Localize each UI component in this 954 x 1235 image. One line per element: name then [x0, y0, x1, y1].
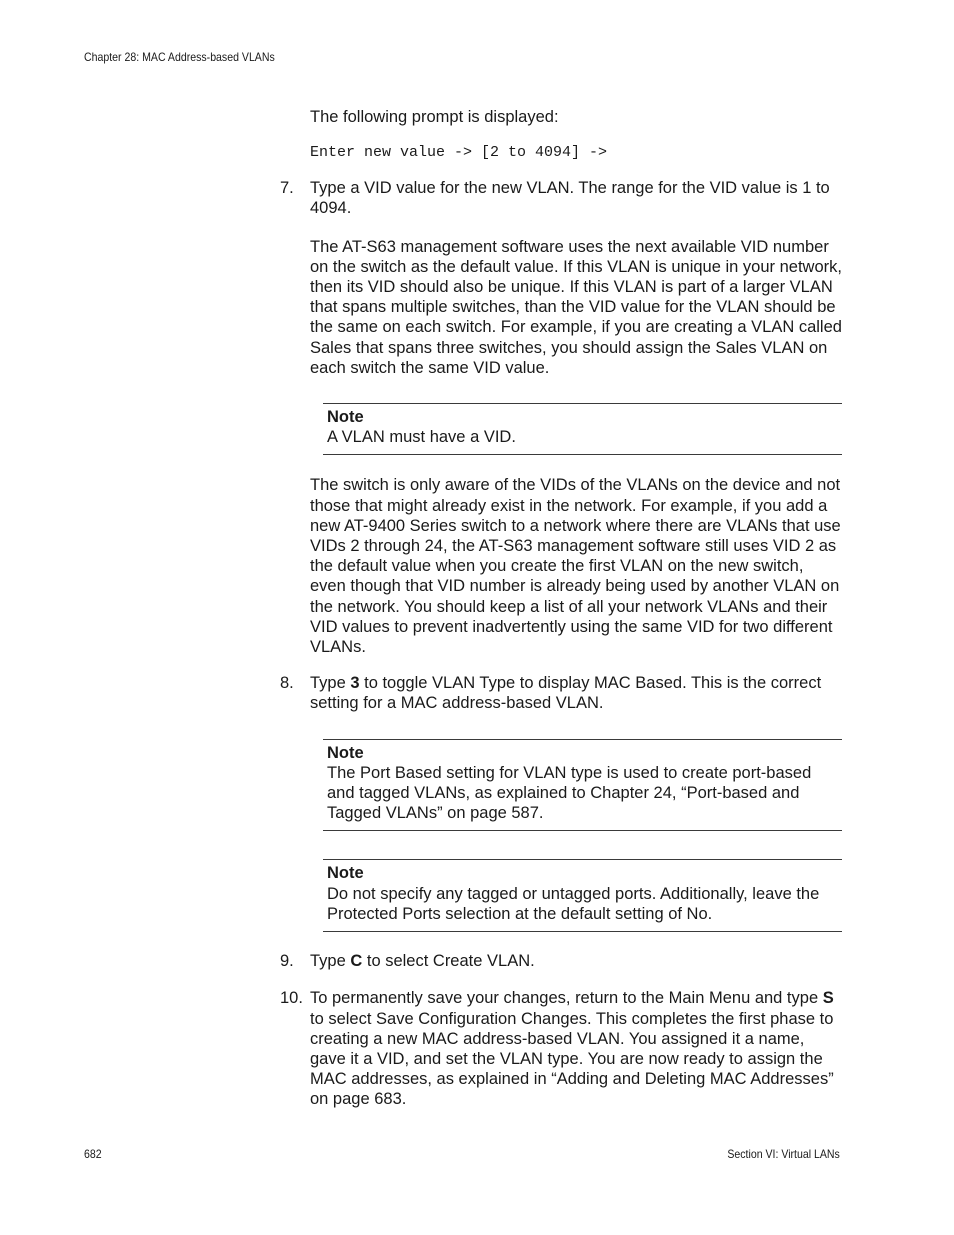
- note-text: A VLAN must have a VID.: [327, 428, 516, 447]
- step-text: To permanently save your changes, return to the Main Menu and type S to select Save Configuration Changes. This completes the first phase to creating a new MAC address-based VLAN. You assigned it a name, gave it a VID, and set the VLAN type. You are now ready to assign the MAC addresses, as explained in “Adding and Deleting MAC Addresses” on page 683.: [310, 989, 834, 1109]
- key-label: S: [822, 989, 834, 1008]
- note-title: Note: [327, 743, 364, 762]
- note-box: [323, 403, 842, 455]
- note-title: Note: [327, 864, 364, 883]
- step-text: Type 3 to toggle VLAN Type to display MAC Based. This is the correct setting for a MAC address-based VLAN.: [310, 674, 822, 713]
- note-box: [323, 739, 842, 832]
- note-title: Note: [327, 408, 364, 427]
- step-number: 7.: [280, 179, 294, 198]
- step-number: 9.: [280, 952, 294, 971]
- vid-awareness-paragraph: The switch is only aware of the VIDs of the VLANs on the device and not those that might already exist in the network. For example, if you add a new AT-9400 Series switch to a network where there are VLANs that use VIDs 2 through 24, the AT-S63 management software still uses VID 2 as the default value when you create the first VLAN on the new switch, even though that VID number is already being used by another VLAN on the network. You should keep a list of all your network VLANs and their VID values to prevent inadvertently using the same VID for two different VLANs.: [310, 476, 841, 657]
- step-text: Type a VID value for the new VLAN. The range for the VID value is 1 to 4094.: [310, 179, 830, 218]
- running-footer: Section VI: Virtual LANs: [727, 1147, 840, 1161]
- note-box: [323, 859, 842, 932]
- step-9: [280, 951, 842, 971]
- key-label: 3: [350, 674, 360, 693]
- prompt-code: Enter new value -> [2 to 4094] ->: [310, 144, 608, 162]
- key-label: C: [350, 952, 363, 971]
- prompt-intro: The following prompt is displayed:: [310, 108, 559, 126]
- step-7: [280, 178, 842, 218]
- vid-default-paragraph: The AT-S63 management software uses the next available VID number on the switch as the default value. If this VLAN is unique in your network, then its VID should also be unique. If this VLAN is part of a larger VLAN that spans multiple switches, than the VID value for the VLAN should be the same on each switch. For example, if you are creating a VLAN called Sales that spans three switches, you should assign the Sales VLAN on each switch the same VID value.: [310, 237, 842, 377]
- page-body: [280, 107, 842, 1110]
- step-text: Type C to select Create VLAN.: [310, 952, 535, 971]
- note-text: Do not specify any tagged or untagged ports. Additionally, leave the Protected Ports selection at the default setting of No.: [327, 884, 820, 923]
- step-10: [280, 988, 842, 1109]
- page-number: 682: [84, 1147, 102, 1161]
- running-header: Chapter 28: MAC Address-based VLANs: [84, 50, 275, 64]
- step-number: 8.: [280, 674, 294, 693]
- note-text: The Port Based setting for VLAN type is used to create port-based and tagged VLANs, as explained to Chapter 24, “Port-based and Tagged VLANs” on page 587.: [327, 763, 812, 823]
- step-number: 10.: [280, 989, 303, 1008]
- step-8: [280, 673, 842, 713]
